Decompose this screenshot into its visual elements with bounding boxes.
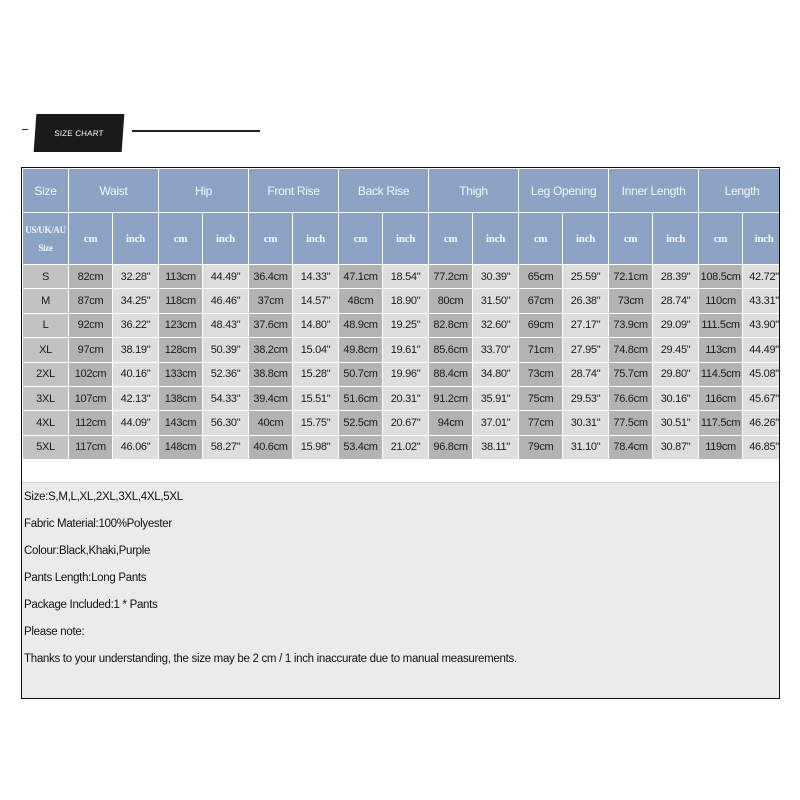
inch-cell: 40.16" [113,362,159,386]
cm-cell: 39.4cm [249,386,293,410]
cm-cell: 37.6cm [249,313,293,337]
cm-cell: 116cm [699,386,743,410]
size-cell: L [23,313,69,337]
inch-cell: 54.33" [203,386,249,410]
cm-cell: 38.8cm [249,362,293,386]
inch-cell: 34.80" [473,362,519,386]
inch-cell: 44.49" [203,265,249,289]
cm-cell: 36.4cm [249,265,293,289]
header-length: Length [699,169,780,213]
inch-cell: 31.10" [563,435,609,459]
unit-leg-opening-inch: inch [563,213,609,265]
cm-cell: 78.4cm [609,435,653,459]
unit-waist-inch: inch [113,213,159,265]
cm-cell: 74.8cm [609,338,653,362]
inch-cell: 35.91" [473,386,519,410]
cm-cell: 118cm [159,289,203,313]
cm-cell: 82cm [69,265,113,289]
cm-cell: 73.9cm [609,313,653,337]
inch-cell: 38.11" [473,435,519,459]
cm-cell: 49.8cm [339,338,383,362]
cm-cell: 82.8cm [429,313,473,337]
cm-cell: 69cm [519,313,563,337]
note-line: Size:S,M,L,XL,2XL,3XL,4XL,5XL [24,491,183,503]
inch-cell: 28.39" [653,265,699,289]
header-hip: Hip [159,169,249,213]
note-line: Pants Length:Long Pants [24,572,147,584]
cm-cell: 67cm [519,289,563,313]
unit-length-inch: inch [743,213,780,265]
inch-cell: 27.95" [563,338,609,362]
cm-cell: 40.6cm [249,435,293,459]
size-row-xl [23,338,781,362]
inch-cell: 46.26" [743,411,780,435]
inch-cell: 28.74" [653,289,699,313]
cm-cell: 40cm [249,411,293,435]
cm-cell: 77.2cm [429,265,473,289]
inch-cell: 37.01" [473,411,519,435]
cm-cell: 77.5cm [609,411,653,435]
note-line: Fabric Material:100%Polyester [24,518,172,530]
inch-cell: 45.67" [743,386,780,410]
cm-cell: 50.7cm [339,362,383,386]
cm-cell: 80cm [429,289,473,313]
inch-cell: 26.38" [563,289,609,313]
header-size-region: US/UK/AU Size [23,213,69,265]
size-cell: 2XL [23,362,69,386]
unit-inner-length-cm: cm [609,213,653,265]
size-chart-badge: SIZE CHART [34,114,125,152]
cm-cell: 47.1cm [339,265,383,289]
inch-cell: 15.75" [293,411,339,435]
cm-cell: 97cm [69,338,113,362]
note-line: Thanks to your understanding, the size may be 2 cm / 1 inch inaccurate due to manual measurements. [24,653,517,665]
inch-cell: 18.90" [383,289,429,313]
inch-cell: 46.46" [203,289,249,313]
size-cell: 5XL [23,435,69,459]
inch-cell: 32.60" [473,313,519,337]
inch-cell: 34.25" [113,289,159,313]
unit-inner-length-inch: inch [653,213,699,265]
size-cell: XL [23,338,69,362]
size-cell: S [23,265,69,289]
cm-cell: 123cm [159,313,203,337]
header-front-rise: Front Rise [249,169,339,213]
header-dash [22,129,28,130]
product-notes [22,482,779,699]
inch-cell: 15.98" [293,435,339,459]
note-line: Colour:Black,Khaki,Purple [24,545,151,557]
size-chart-header [22,112,252,154]
unit-thigh-cm: cm [429,213,473,265]
inch-cell: 19.61" [383,338,429,362]
inch-cell: 31.50" [473,289,519,313]
cm-cell: 72.1cm [609,265,653,289]
inch-cell: 32.28" [113,265,159,289]
header-leg-opening: Leg Opening [519,169,609,213]
inch-cell: 30.16" [653,386,699,410]
header-rule [132,130,260,132]
size-chart-body [23,265,781,460]
cm-cell: 117.5cm [699,411,743,435]
cm-cell: 128cm [159,338,203,362]
cm-cell: 148cm [159,435,203,459]
inch-cell: 46.85" [743,435,780,459]
unit-waist-cm: cm [69,213,113,265]
inch-cell: 30.31" [563,411,609,435]
unit-header-row [23,213,781,265]
cm-cell: 143cm [159,411,203,435]
size-row-m [23,289,781,313]
cm-cell: 53.4cm [339,435,383,459]
cm-cell: 52.5cm [339,411,383,435]
header-back-rise: Back Rise [339,169,429,213]
size-cell: 3XL [23,386,69,410]
size-row-l [23,313,781,337]
cm-cell: 48.9cm [339,313,383,337]
inch-cell: 42.13" [113,386,159,410]
inch-cell: 58.27" [203,435,249,459]
size-chart-panel [21,167,780,699]
inch-cell: 29.09" [653,313,699,337]
inch-cell: 38.19" [113,338,159,362]
header-size: Size [23,169,69,213]
inch-cell: 43.31" [743,289,780,313]
cm-cell: 71cm [519,338,563,362]
inch-cell: 18.54" [383,265,429,289]
unit-back-rise-inch: inch [383,213,429,265]
cm-cell: 88.4cm [429,362,473,386]
cm-cell: 85.6cm [429,338,473,362]
cm-cell: 73cm [609,289,653,313]
inch-cell: 29.53" [563,386,609,410]
unit-hip-inch: inch [203,213,249,265]
inch-cell: 15.51" [293,386,339,410]
inch-cell: 46.06" [113,435,159,459]
cm-cell: 96.8cm [429,435,473,459]
unit-thigh-inch: inch [473,213,519,265]
inch-cell: 43.90" [743,313,780,337]
inch-cell: 36.22" [113,313,159,337]
cm-cell: 133cm [159,362,203,386]
inch-cell: 30.87" [653,435,699,459]
cm-cell: 48cm [339,289,383,313]
inch-cell: 30.51" [653,411,699,435]
cm-cell: 114.5cm [699,362,743,386]
size-row-s [23,265,781,289]
inch-cell: 28.74" [563,362,609,386]
cm-cell: 113cm [699,338,743,362]
cm-cell: 107cm [69,386,113,410]
unit-hip-cm: cm [159,213,203,265]
unit-leg-opening-cm: cm [519,213,563,265]
inch-cell: 33.70" [473,338,519,362]
inch-cell: 48.43" [203,313,249,337]
cm-cell: 102cm [69,362,113,386]
inch-cell: 14.80" [293,313,339,337]
cm-cell: 138cm [159,386,203,410]
inch-cell: 14.57" [293,289,339,313]
size-cell: 4XL [23,411,69,435]
header-waist: Waist [69,169,159,213]
inch-cell: 29.45" [653,338,699,362]
header-inner-length: Inner Length [609,169,699,213]
inch-cell: 42.72" [743,265,780,289]
inch-cell: 29.80" [653,362,699,386]
size-row-4xl [23,411,781,435]
cm-cell: 110cm [699,289,743,313]
unit-back-rise-cm: cm [339,213,383,265]
size-cell: M [23,289,69,313]
inch-cell: 50.39" [203,338,249,362]
cm-cell: 91.2cm [429,386,473,410]
cm-cell: 108.5cm [699,265,743,289]
inch-cell: 25.59" [563,265,609,289]
inch-cell: 15.28" [293,362,339,386]
cm-cell: 75cm [519,386,563,410]
unit-front-rise-inch: inch [293,213,339,265]
cm-cell: 77cm [519,411,563,435]
inch-cell: 56.30" [203,411,249,435]
size-row-5xl [23,435,781,459]
note-line: Package Included:1 * Pants [24,599,158,611]
cm-cell: 117cm [69,435,113,459]
cm-cell: 38.2cm [249,338,293,362]
cm-cell: 79cm [519,435,563,459]
inch-cell: 44.49" [743,338,780,362]
cm-cell: 92cm [69,313,113,337]
cm-cell: 94cm [429,411,473,435]
inch-cell: 19.96" [383,362,429,386]
cm-cell: 87cm [69,289,113,313]
group-header-row [23,169,781,213]
inch-cell: 44.09" [113,411,159,435]
size-row-2xl [23,362,781,386]
inch-cell: 20.31" [383,386,429,410]
cm-cell: 37cm [249,289,293,313]
cm-cell: 65cm [519,265,563,289]
inch-cell: 14.33" [293,265,339,289]
unit-length-cm: cm [699,213,743,265]
unit-front-rise-cm: cm [249,213,293,265]
inch-cell: 20.67" [383,411,429,435]
cm-cell: 76.6cm [609,386,653,410]
cm-cell: 112cm [69,411,113,435]
inch-cell: 30.39" [473,265,519,289]
inch-cell: 52.36" [203,362,249,386]
inch-cell: 21.02" [383,435,429,459]
cm-cell: 75.7cm [609,362,653,386]
size-row-3xl [23,386,781,410]
inch-cell: 15.04" [293,338,339,362]
cm-cell: 51.6cm [339,386,383,410]
cm-cell: 111.5cm [699,313,743,337]
cm-cell: 119cm [699,435,743,459]
inch-cell: 45.08" [743,362,780,386]
size-chart-table [22,168,780,460]
header-thigh: Thigh [429,169,519,213]
cm-cell: 73cm [519,362,563,386]
cm-cell: 113cm [159,265,203,289]
inch-cell: 19.25" [383,313,429,337]
note-line: Please note: [24,626,85,638]
inch-cell: 27.17" [563,313,609,337]
